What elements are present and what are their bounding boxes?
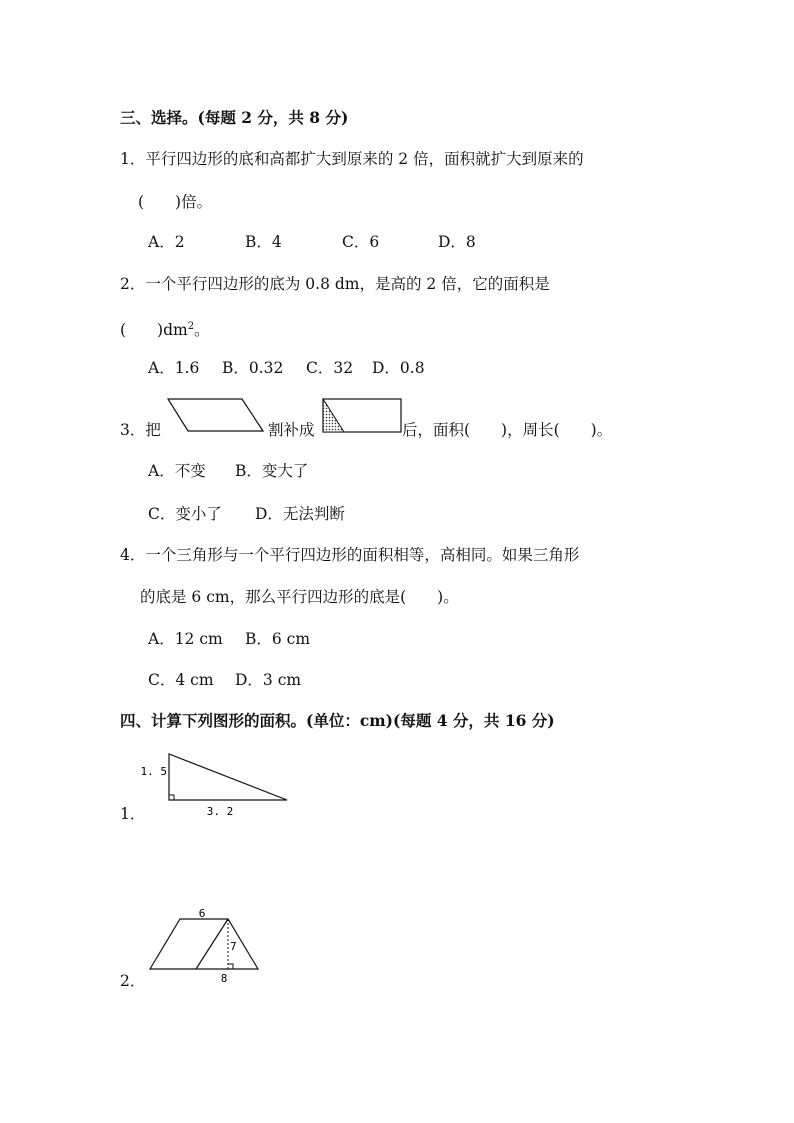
trapezoid-bottom-label: 8 [220, 972, 228, 985]
q3-option-d: D．无法判断 [255, 505, 345, 523]
section4-heading: 四、计算下列图形的面积。(单位：cm)(每题 4 分，共 16 分) [120, 711, 555, 730]
q4-option-c: C．4 cm [148, 671, 214, 689]
triangle-base-label: 3. 2 [206, 805, 234, 818]
q1-option-a: A．2 [148, 233, 185, 251]
q1-option-c: C．6 [342, 233, 380, 251]
q2-line1: 2．一个平行四边形的底为 0.8 dm，是高的 2 倍，它的面积是 [120, 275, 550, 293]
q4-option-b: B．6 cm [245, 630, 311, 648]
q1-option-d: D．8 [438, 233, 476, 251]
inner-slant-line [196, 919, 228, 969]
q4-line2: 的底是 6 cm，那么平行四边形的底是( )。 [140, 588, 459, 606]
trapezoid-top-label: 6 [198, 907, 206, 920]
q3-suffix: 后，面积( )，周长( )。 [402, 421, 613, 439]
q4-option-a: A．12 cm [148, 630, 223, 648]
q3-prefix: 3．把 [120, 421, 161, 439]
q2-option-b: B．0.32 [222, 359, 284, 377]
right-angle-mark [169, 795, 174, 800]
q2-line2-end: 。 [194, 321, 210, 340]
q3-middle: 割补成 [268, 421, 315, 439]
trapezoid-height-label: 7 [230, 940, 237, 953]
q3-option-a: A．不变 [148, 462, 206, 480]
q4-option-d: D．3 cm [235, 671, 302, 689]
q2-line2 [120, 317, 210, 340]
q3-option-c: C．变小了 [148, 505, 222, 523]
rectangle-figure [322, 398, 404, 434]
problem2-number: 2． [120, 972, 146, 990]
q1-line2: ( )倍。 [138, 193, 213, 211]
q2-option-d: D．0.8 [372, 359, 425, 377]
parallelogram-figure [166, 398, 266, 434]
q2-option-a: A．1.6 [148, 359, 200, 377]
q3-option-b: B．变大了 [235, 462, 309, 480]
q2-line2-text: ( )dm [120, 321, 188, 340]
trapezoid-figure [146, 904, 266, 986]
right-triangle-figure [140, 752, 300, 822]
right-angle-mark [228, 964, 233, 969]
q2-option-c: C．32 [306, 359, 354, 377]
q2-unit-exponent: 2 [187, 321, 195, 332]
problem1-number: 1． [120, 805, 146, 823]
q1-option-b: B．4 [245, 233, 282, 251]
section3-heading: 三、选择。(每题 2 分，共 8 分) [120, 108, 349, 127]
q4-line1: 4．一个三角形与一个平行四边形的面积相等，高相同。如果三角形 [120, 546, 580, 564]
triangle-height-label: 1. 5 [140, 765, 167, 778]
q1-line1: 1．平行四边形的底和高都扩大到原来的 2 倍，面积就扩大到原来的 [120, 150, 584, 168]
shaded-triangle [323, 399, 344, 432]
